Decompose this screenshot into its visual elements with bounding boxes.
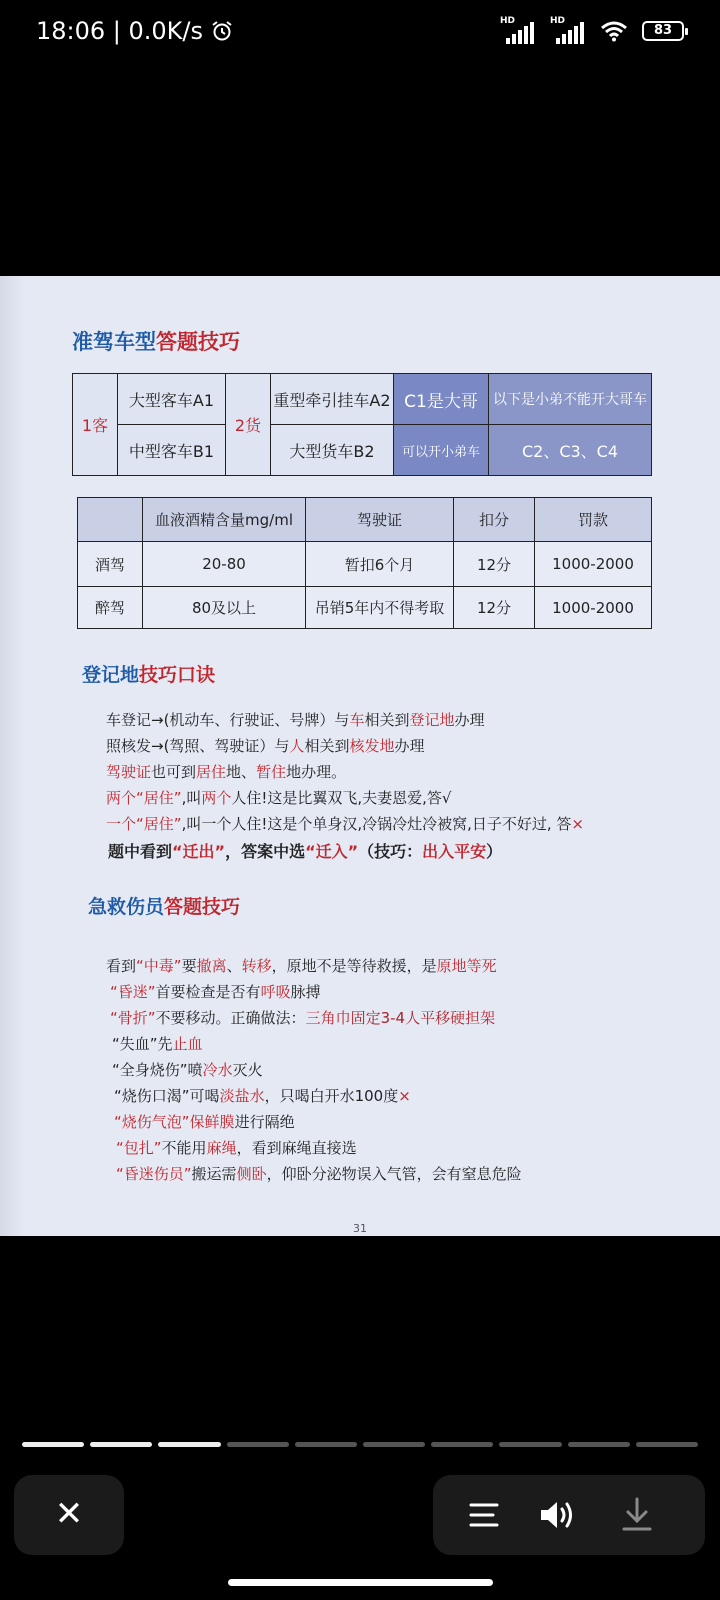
progress-segment (363, 1442, 425, 1447)
table-header: 扣分 (454, 498, 535, 542)
viewer-actions (433, 1475, 705, 1555)
document-photo (0, 276, 720, 1236)
download-button[interactable] (615, 1493, 659, 1537)
text-line: “骨折”不要移动。正确做法：三角巾固定3-4人平移硬担架 (110, 1009, 496, 1027)
list-icon (463, 1493, 507, 1537)
progress-segment (158, 1442, 220, 1447)
table-cell: 暂扣6个月 (306, 541, 454, 587)
status-time: 18:06 | 0.0K/s (36, 17, 233, 45)
drink-driving-table (77, 497, 652, 629)
progress-segment (568, 1442, 630, 1447)
progress-segment (227, 1442, 289, 1447)
table-row (78, 587, 652, 629)
section-title-registration: 登记地技巧口诀 (82, 664, 216, 686)
table-cell: 吊销5年内不得考取 (306, 587, 454, 629)
table-header: 驾驶证 (306, 498, 454, 542)
table-cell: 大型客车A1 (118, 374, 226, 425)
section-title-first-aid: 急救伤员答题技巧 (88, 896, 241, 918)
progress-segment (636, 1442, 698, 1447)
signal-icon: HD (550, 18, 586, 44)
text-line: “昏迷”首要检查是否有呼吸脉搏 (110, 983, 321, 1001)
table-row (78, 541, 652, 587)
signal-icon: HD (500, 18, 536, 44)
text-line: “烧伤口渴”可喝淡盐水，只喝白开水100度× (114, 1087, 411, 1105)
table-cell: 2货 (226, 374, 271, 476)
close-icon: ✕ (54, 1494, 84, 1534)
table-cell: 12分 (454, 541, 535, 587)
progress-segment (295, 1442, 357, 1447)
text-line: 两个“居住”,叫两个人住!这是比翼双飞,夫妻恩爱,答√ (106, 789, 452, 807)
table-header: 罚款 (535, 498, 652, 542)
list-button[interactable] (463, 1493, 507, 1537)
table-cell: 酒驾 (78, 541, 143, 587)
table-header (78, 498, 143, 542)
speaker-icon (535, 1493, 579, 1537)
table-cell: 1000-2000 (535, 587, 652, 629)
table-cell: C1是大哥 (394, 374, 489, 425)
text-line: 照核发→(驾照、驾驶证）与人相关到核发地办理 (106, 737, 425, 755)
battery-icon: 83 (642, 21, 684, 41)
text-line: “失血”先止血 (112, 1035, 203, 1053)
progress-segment (90, 1442, 152, 1447)
table-cell: 大型货车B2 (271, 425, 394, 476)
table-cell: C2、C3、C4 (489, 425, 652, 476)
text-line: 驾驶证也可到居住地、暂住地办理。 (106, 763, 347, 781)
table-cell: 以下是小弟不能开大哥车 (489, 374, 652, 425)
text-line: “全身烧伤”喷冷水灭火 (112, 1061, 263, 1079)
page-number: 31 (353, 1222, 367, 1235)
license-table (72, 373, 652, 476)
table-cell: 醉驾 (78, 587, 143, 629)
section-title-license: 准驾车型答题技巧 (72, 330, 240, 354)
image-progress-bar (22, 1442, 698, 1447)
wifi-icon (600, 20, 628, 42)
home-indicator[interactable] (228, 1579, 493, 1586)
table-cell: 80及以上 (143, 587, 306, 629)
table-cell: 重型牵引挂车A2 (271, 374, 394, 425)
alarm-icon (211, 20, 233, 42)
text-line: 看到“中毒”要撤离、转移，原地不是等待救援，是原地等死 (106, 957, 497, 975)
text-line: 一个“居住”,叫一个人住!这是个单身汉,冷锅冷灶冷被窝,日子不好过, 答× (106, 815, 584, 833)
table-cell: 中型客车B1 (118, 425, 226, 476)
table-cell: 12分 (454, 587, 535, 629)
table-cell: 20-80 (143, 541, 306, 587)
download-icon (615, 1493, 659, 1537)
text-line: “烧伤气泡”保鲜膜进行隔绝 (114, 1113, 295, 1131)
progress-segment (22, 1442, 84, 1447)
text-line: 题中看到“迁出”，答案中选“迁入”（技巧：出入平安） (108, 842, 503, 861)
progress-segment (431, 1442, 493, 1447)
text-line: “包扎”不能用麻绳，看到麻绳直接选 (116, 1139, 357, 1157)
text-line: “昏迷伤员”搬运需侧卧，仰卧分泌物误入气管，会有窒息危险 (116, 1165, 522, 1183)
table-cell: 可以开小弟车 (394, 425, 489, 476)
progress-segment (499, 1442, 561, 1447)
table-header: 血液酒精含量mg/ml (143, 498, 306, 542)
status-bar (0, 0, 720, 64)
text-line: 车登记→(机动车、行驶证、号牌）与车相关到登记地办理 (106, 711, 485, 729)
table-cell: 1客 (73, 374, 118, 476)
table-cell: 1000-2000 (535, 541, 652, 587)
close-button[interactable] (14, 1475, 124, 1555)
sound-button[interactable] (535, 1493, 579, 1537)
